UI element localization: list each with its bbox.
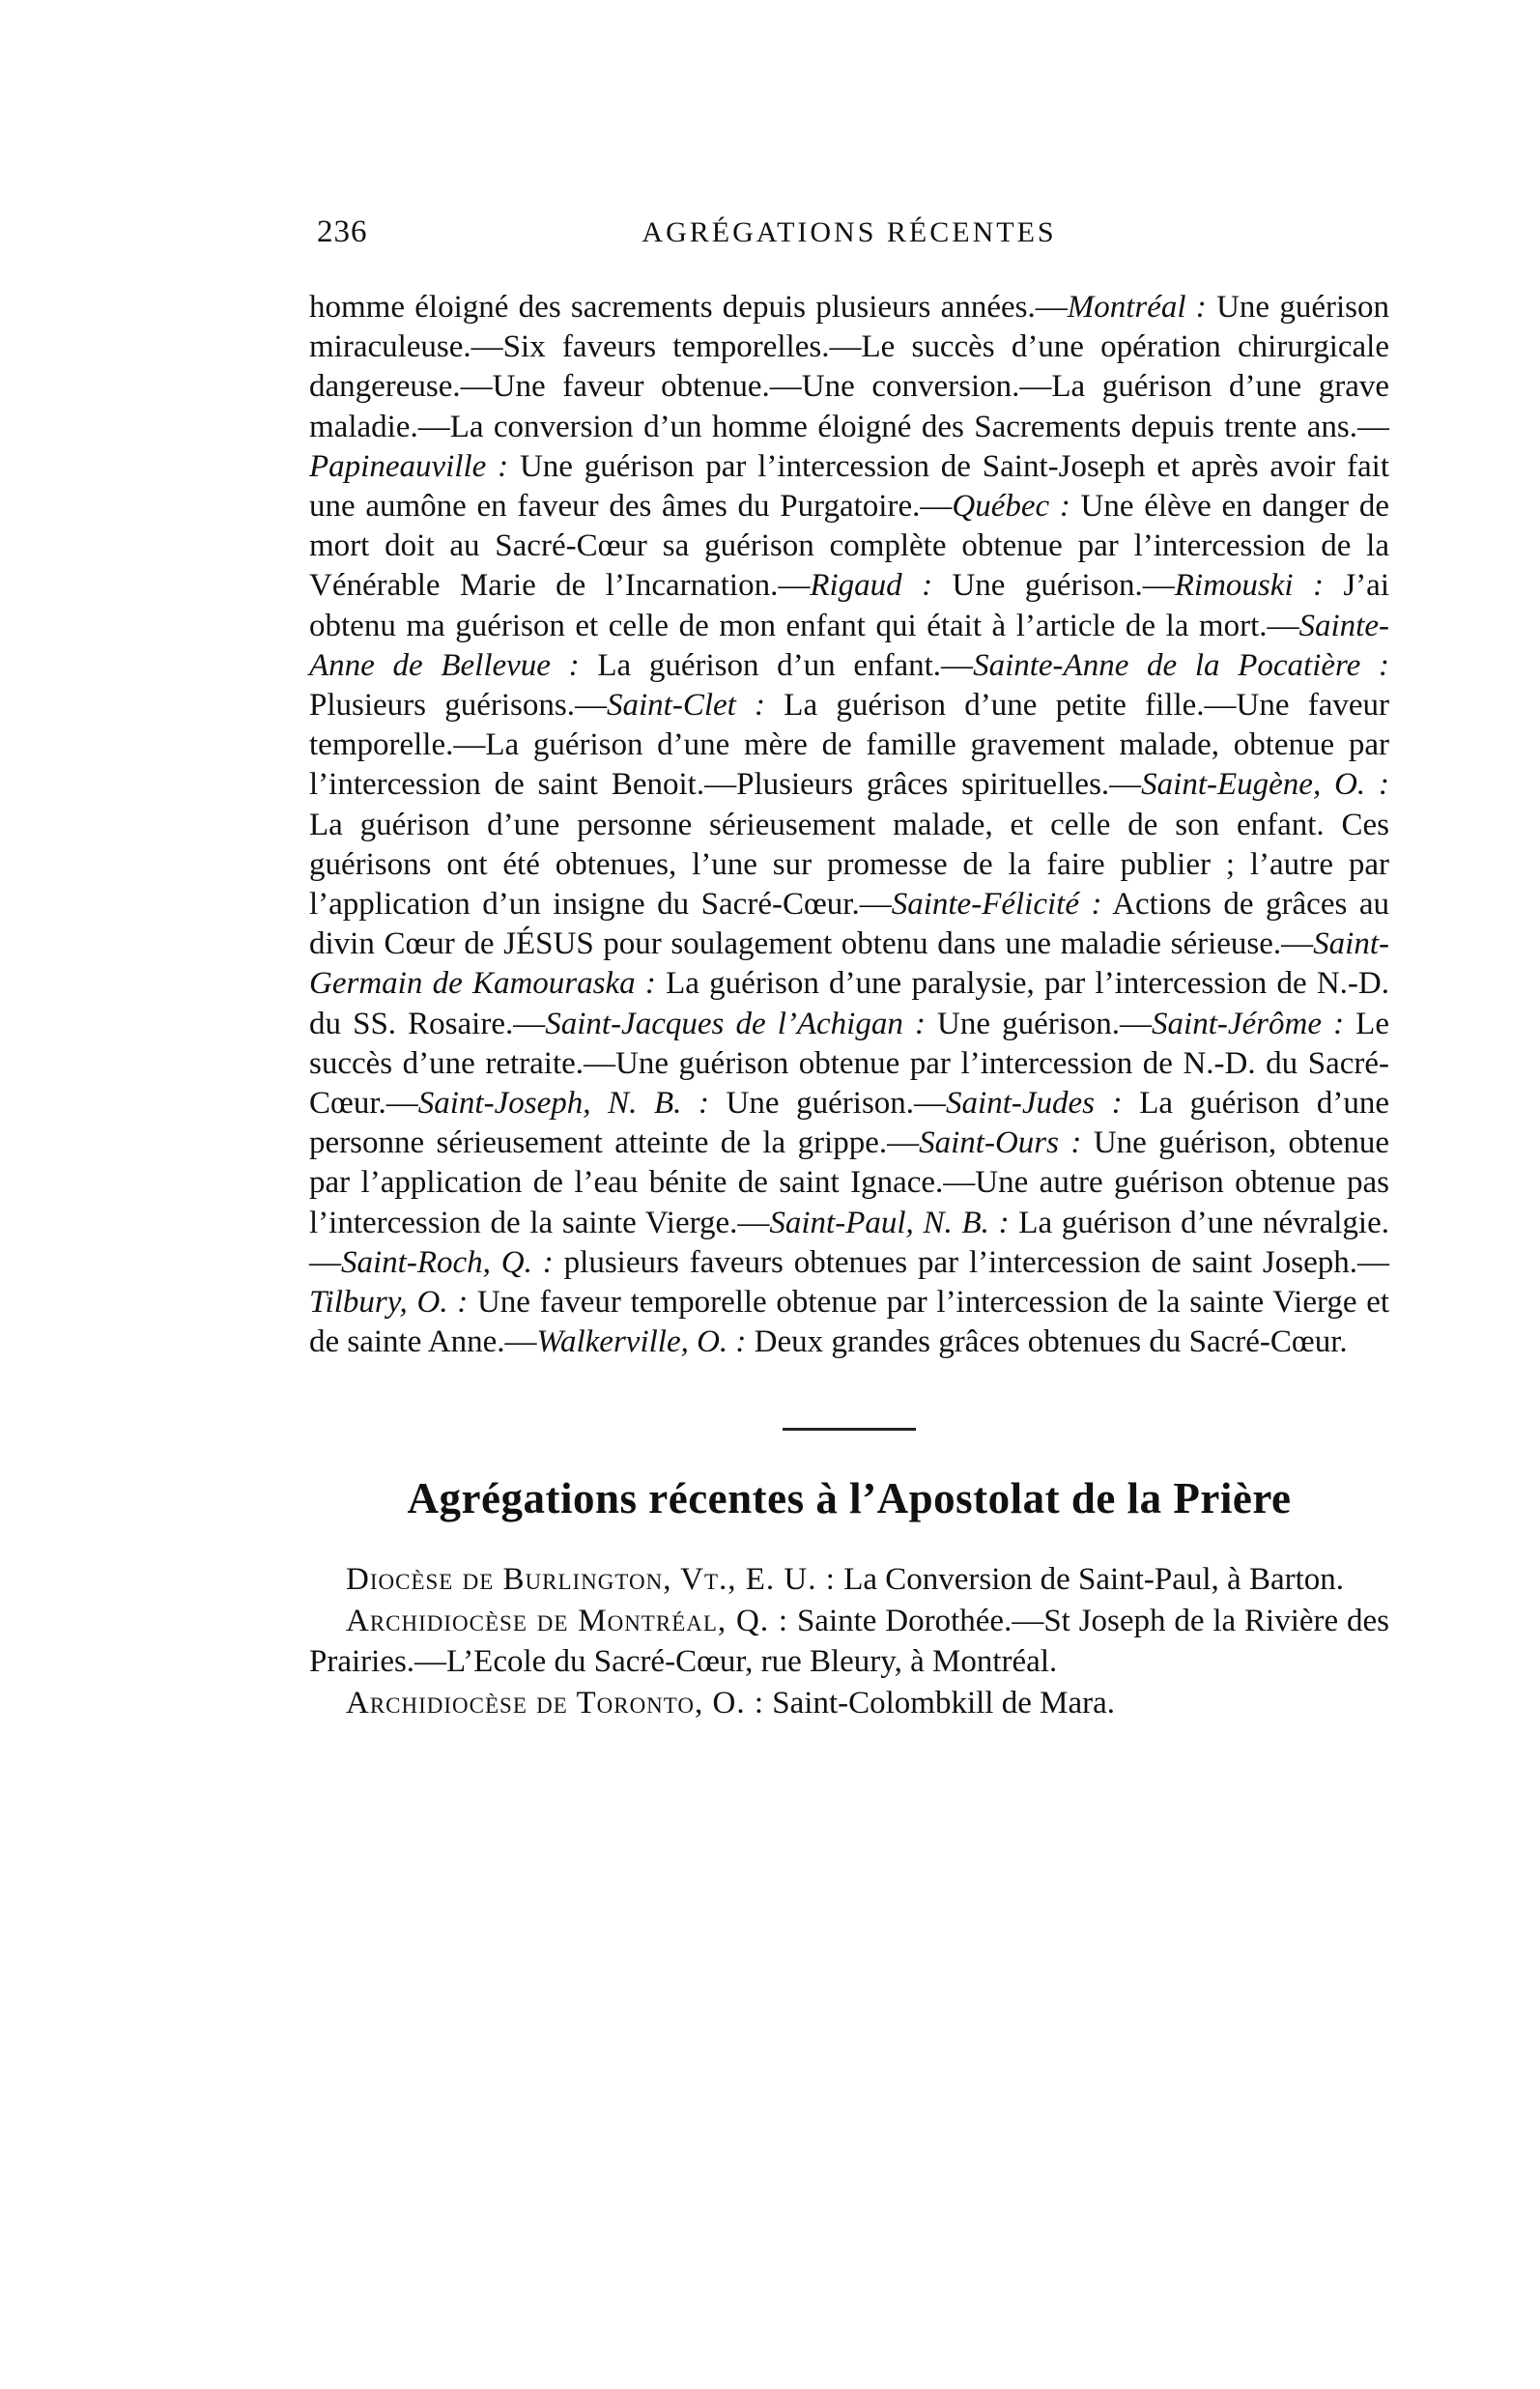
favor-text: La guérison d’une névralgie.— (309, 1205, 1390, 1280)
place-name: Rigaud : (810, 568, 933, 604)
place-name: Walkerville, O. : (536, 1324, 747, 1360)
favor-text: La guérison d’une personne sérieusement malade, et celle de son enfant. Ces guérisons ont été obtenues, l’une sur promesse de la faire publier ; l’autre par l’application d’un insigne du Sacré-Cœur.— (309, 807, 1389, 923)
place-name: Montréal : (1067, 290, 1207, 325)
aggregation-list (309, 1560, 1389, 1724)
favor-text: J’ai obtenu ma guérison et celle de mon enfant qui était à l’article de la mort.— (309, 568, 1389, 643)
running-title: AGRÉGATIONS RÉCENTES (642, 216, 1057, 248)
favor-text: plusieurs faveurs obtenues par l’intercession de saint Joseph.— (553, 1244, 1390, 1280)
place-name: Sainte-Anne de Bellevue : (309, 608, 1389, 683)
favor-text: homme éloigné des sacrements depuis plusieurs années.— (309, 290, 1068, 325)
aggregation-places: Sainte Dorothée.—St Joseph de la Rivière des Prairies.—L’Ecole du Sacré-Cœur, rue Bleury, à Montréal. (309, 1604, 1389, 1679)
diocese-name: Archidiocèse de Montréal, Q. : (346, 1604, 789, 1639)
section-divider (783, 1428, 916, 1431)
place-name: Saint-Judes : (946, 1086, 1123, 1122)
favor-text: Une guérison.— (925, 1006, 1153, 1041)
aggregation-entry (309, 1602, 1389, 1682)
page (309, 214, 1389, 1726)
page-number: 236 (317, 214, 368, 249)
place-name: Papineauville : (309, 448, 509, 484)
aggregation-entry (309, 1560, 1389, 1601)
favor-text: Une élève en danger de mort doit au Sacré-Cœur sa guérison complète obtenue par l’intercession de la Vénérable Marie de l’Incarnation.— (309, 489, 1389, 604)
diocese-name: Diocèse de Burlington, Vt., E. U. : (346, 1561, 836, 1597)
place-name: Sainte-Anne de la Pocatière : (973, 647, 1389, 683)
place-name: Saint-Roch, Q. : (341, 1244, 554, 1280)
place-name: Tilbury, O. : (309, 1285, 469, 1321)
favor-text: Une guérison.— (932, 568, 1175, 604)
place-name: Saint-Paul, N. B. : (769, 1205, 1010, 1240)
favor-text: La guérison d’un enfant.— (579, 647, 974, 683)
place-name: Saint-Clet : (607, 688, 766, 724)
favor-text: Deux grandes grâces obtenues du Sacré-Cœur. (746, 1324, 1348, 1360)
place-name: Saint-Jacques de l’Achigan : (545, 1006, 926, 1041)
place-name: Saint-Germain de Kamouraska : (309, 926, 1389, 1002)
section-heading: Agrégations récentes à l’Apostolat de la Prière (407, 1474, 1292, 1523)
favor-text: Une guérison, obtenue par l’application de l’eau bénite de saint Ignace.—Une autre guérison obtenue pas l’intercession de la sainte Vierge.— (309, 1125, 1390, 1240)
place-name: Rimouski : (1174, 568, 1324, 604)
place-name: Saint-Jérôme : (1152, 1006, 1345, 1041)
favor-text: Une guérison.— (708, 1086, 947, 1122)
favor-text: Plusieurs guérisons.— (309, 688, 607, 724)
aggregation-places: Saint-Colombkill de Mara. (764, 1686, 1115, 1721)
place-name: Saint-Eugène, O. : (1141, 767, 1389, 803)
favor-text: La guérison d’une petite fille.—Une faveur temporelle.—La guérison d’une mère de famille gravement malade, obtenue par l’intercession de saint Benoit.—Plusieurs grâces spirituelles.— (309, 688, 1390, 803)
favor-text: Une guérison par l’intercession de Saint-Joseph et après avoir fait une aumône en faveur des âmes du Purgatoire.— (309, 448, 1389, 525)
place-name: Saint-Joseph, N. B. : (417, 1086, 709, 1122)
favor-text: La guérison d’une personne sérieusement atteinte de la grippe.— (309, 1086, 1390, 1161)
favor-text: Une guérison miraculeuse.—Six faveurs temporelles.—Le succès d’une opération chirurgicale dangereuse.—Une faveur obtenue.—Une conversion.—La guérison d’une grave maladie.—La conversion d’un homme éloigné des Sacrements depuis trente ans.— (309, 290, 1389, 444)
aggregation-places: La Conversion de Saint-Paul, à Barton. (835, 1561, 1345, 1597)
favor-text: Le succès d’une retraite.—Une guérison obtenue par l’intercession de N.-D. du Sacré-Cœur.— (309, 1006, 1389, 1122)
place-name: Sainte-Félicité : (891, 887, 1102, 923)
place-name: Saint-Ours : (919, 1125, 1082, 1161)
place-name: Québec : (952, 489, 1070, 525)
favors-paragraph (309, 288, 1389, 1362)
diocese-name: Archidiocèse de Toronto, O. : (346, 1686, 765, 1721)
favor-text: Actions de grâces au divin Cœur de JÉSUS pour soulagement obtenu dans une maladie sérieuse.— (309, 887, 1389, 962)
running-head (309, 214, 1389, 257)
favor-text: Une faveur temporelle obtenue par l’intercession de la sainte Vierge et de sainte Anne.— (309, 1285, 1390, 1360)
favor-text: La guérison d’une paralysie, par l’intercession de N.-D. du SS. Rosaire.— (309, 966, 1389, 1041)
aggregation-entry (309, 1684, 1389, 1724)
